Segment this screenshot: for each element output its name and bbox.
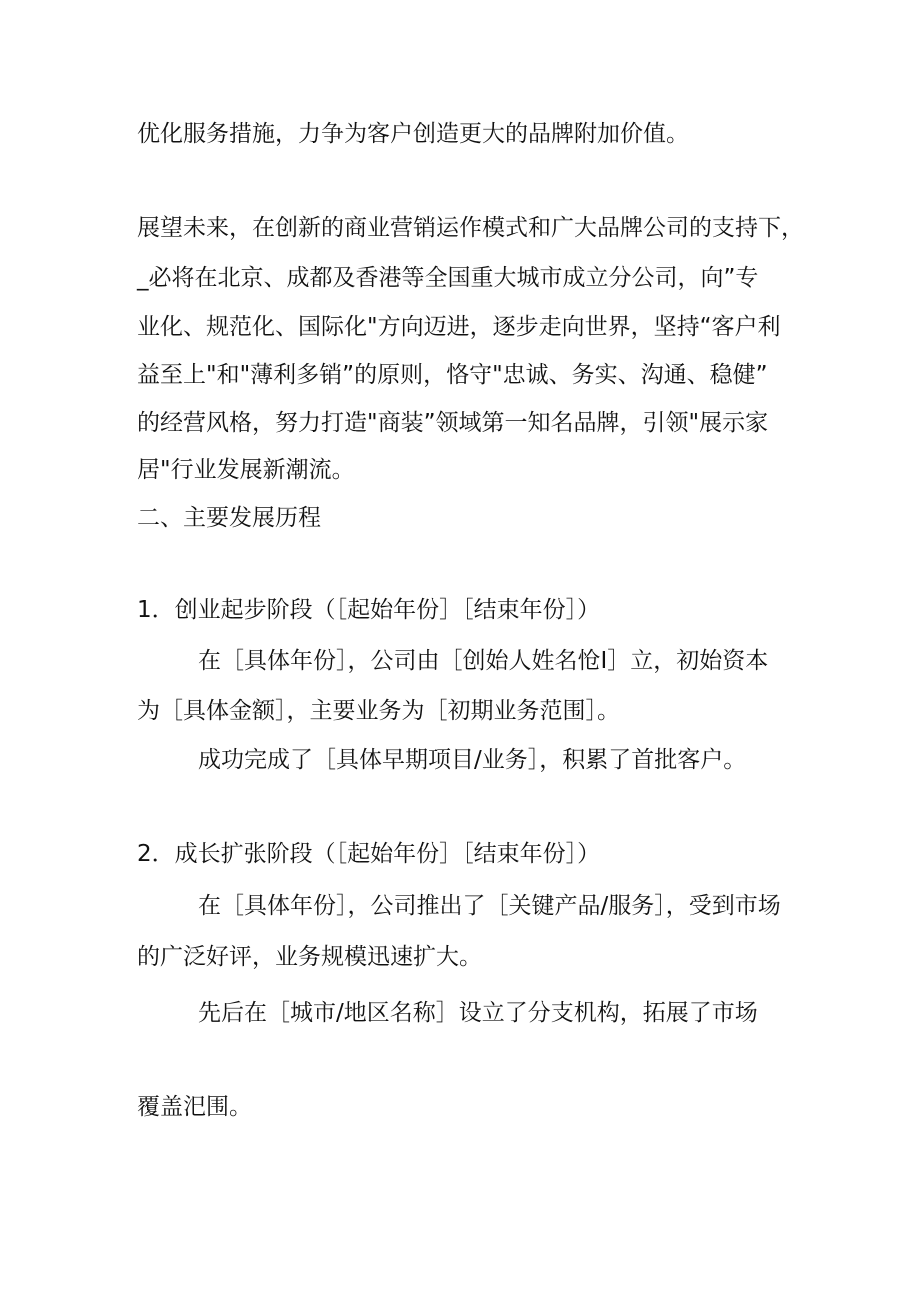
outlook-line-1: 展望未来，在创新的商业营销运作模式和广大品牌公司的支持下， [137, 215, 804, 241]
outlook-line-3: 业化、规范化、国际化"方向迈进，逐步走向世界，坚持“客户利 [137, 314, 781, 340]
stage1-para2: 成功完成了［具体早期项目/业务］，积累了首批客户。 [198, 747, 747, 773]
stage2-heading: 2．成长扩张阶段（［起始年份］［结束年份］） [137, 841, 601, 867]
stage1-para1-line-1: 在［具体年份］，公司由［创始人姓名怆I］立，初始资本 [198, 648, 769, 674]
stage1-heading: 1．创业起步阶段（［起始年份］［结束年份］） [137, 597, 601, 623]
section-heading: 二、主要发展历程 [137, 505, 321, 531]
stage2-para2-line-2: 覆盖汜围。 [137, 1094, 252, 1120]
intro-tail-line: 优化服务措施，力争为客户创造更大的品牌附加价值。 [137, 121, 689, 147]
outlook-line-4: 益至上"和"薄利多销”的原则，恪守"忠诚、务实、沟通、稳健” [137, 362, 768, 388]
stage1-para1-line-2: 为［具体金额］，主要业务为［初期业务范围］。 [137, 698, 620, 724]
outlook-line-5: 的经营风格，努力打造"商装”领域第一知名品牌，引领"展示家 [137, 410, 769, 436]
outlook-line-6: 居"行业发展新潮流。 [137, 457, 355, 483]
stage2-para1-line-1: 在［具体年份］，公司推出了［关键产品/服务］，受到市场 [198, 893, 781, 919]
stage2-para1-line-2: 的广泛好评，业务规模迅速扩大。 [137, 944, 482, 970]
outlook-line-2: _必将在北京、成都及香港等全国重大城市成立分公司，向”专 [137, 265, 759, 291]
stage2-para2-line-1: 先后在［城市/地区名称］设立了分支机构，拓展了市场 [198, 1000, 758, 1026]
